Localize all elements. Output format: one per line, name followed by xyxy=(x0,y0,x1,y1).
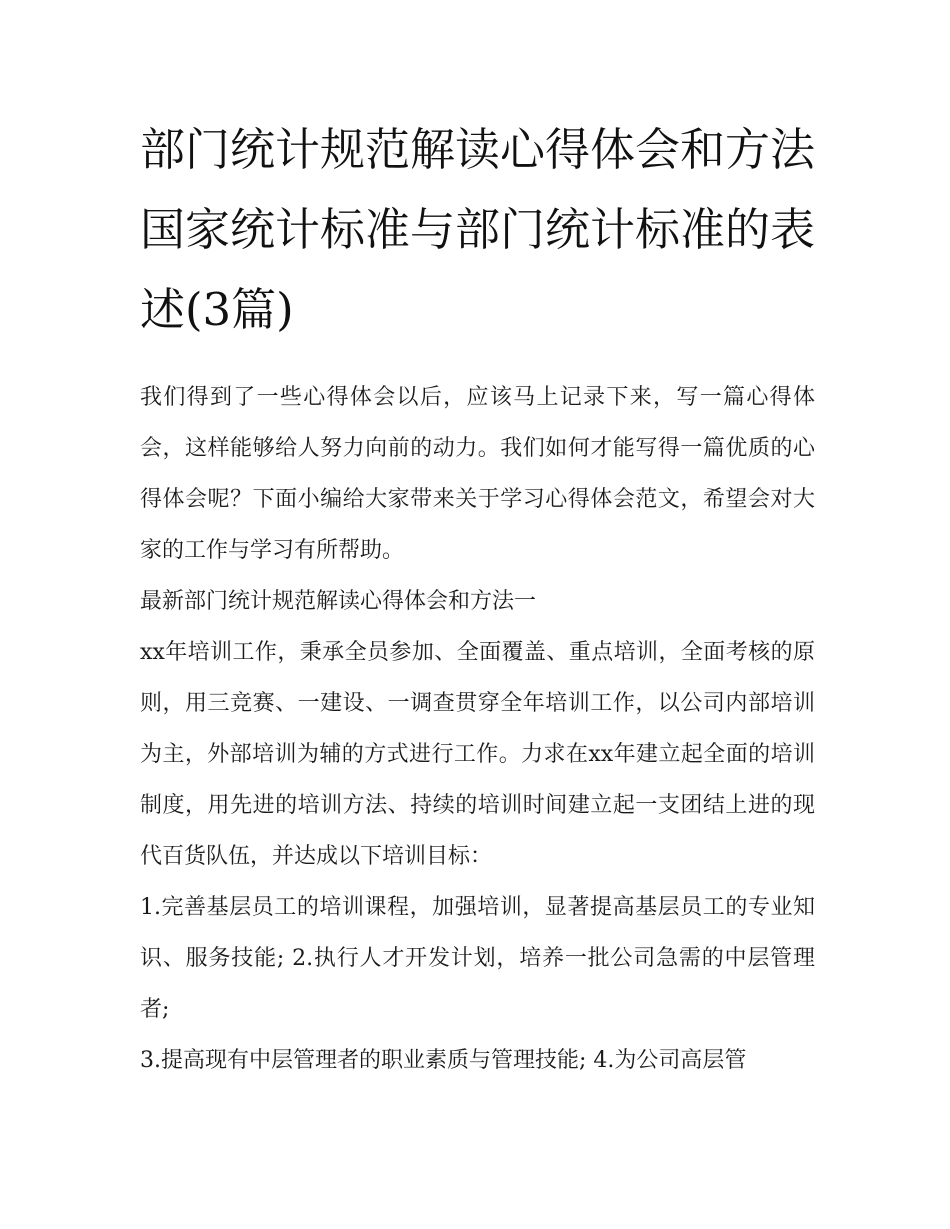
document-body xyxy=(140,372,815,1086)
goal-paragraph: 1.完善基层员工的培训课程，加强培训，显著提高基层员工的专业知识、服务技能; 2.执行人才开发计划，培养一批公司急需的中层管理者; xyxy=(140,895,815,1022)
document-title: 部门统计规范解读心得体会和方法 国家统计标准与部门统计标准的表述(3篇) xyxy=(140,123,816,336)
intro-paragraph: 我们得到了一些心得体会以后，应该马上记录下来，写一篇心得体会，这样能够给人努力向前的动力。我们如何才能写得一篇优质的心得体会呢？下面小编给大家带来关于学习心得体会范文，希望会对大家的工作与学习有所帮助。 xyxy=(140,385,815,563)
goal-paragraph: 3.提高现有中层管理者的职业素质与管理技能; 4.为公司高层管 xyxy=(140,1048,747,1073)
body-paragraph: xx年培训工作，秉承全员参加、全面覆盖、重点培训，全面考核的原则，用三竞赛、一建设、一调查贯穿全年培训工作，以公司内部培训为主，外部培训为辅的方式进行工作。力求在xx年建立起全面的培训制度，用先进的培训方法、持续的培训时间建立起一支团结上进的现代百货队伍，并达成以下培训目标： xyxy=(140,640,815,869)
section-heading: 最新部门统计规范解读心得体会和方法一 xyxy=(140,589,537,614)
document-page xyxy=(140,110,815,1086)
